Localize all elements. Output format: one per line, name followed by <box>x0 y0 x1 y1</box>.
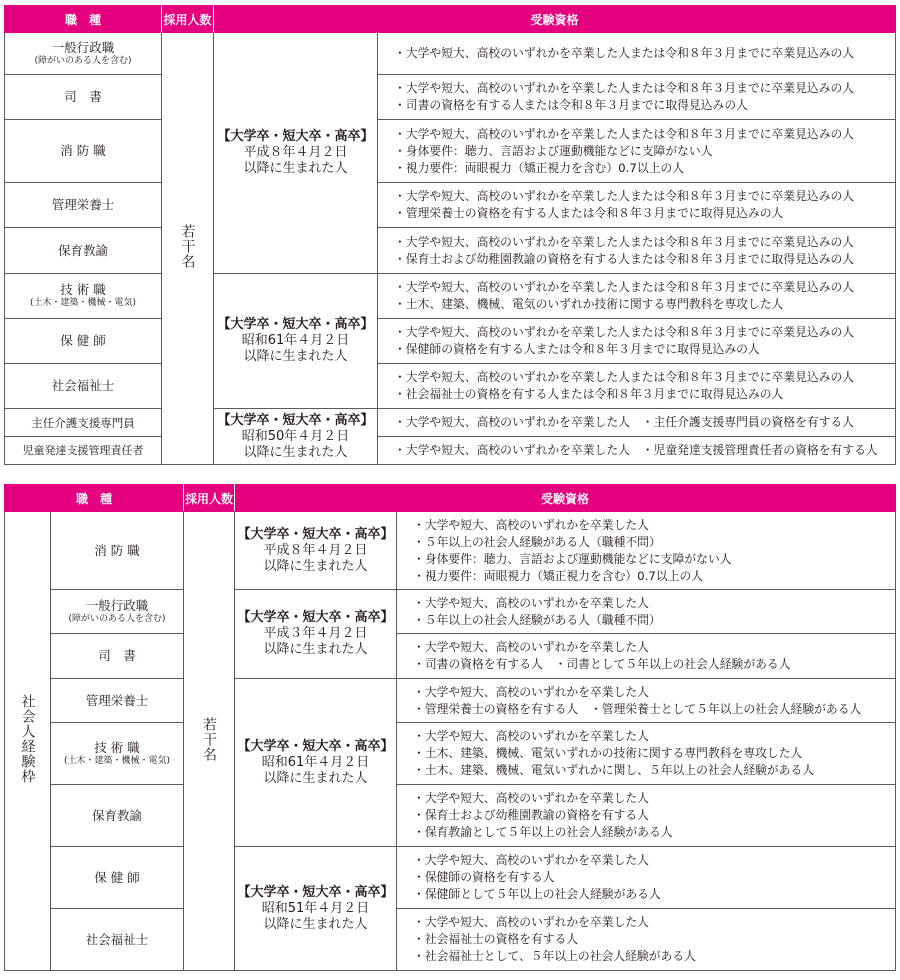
qualification-line: ・司書の資格を有する人または令和８年３月までに取得見込みの人 <box>394 98 748 112</box>
table-row <box>5 228 896 274</box>
table-experienced-recruitment <box>4 484 896 971</box>
header-count: 採用人数 <box>162 6 214 33</box>
job-name: 保 健 師 <box>94 869 140 885</box>
qualification-line: ・大学や短大、高校のいずれかを卒業した人 <box>413 729 649 743</box>
category-cell <box>5 512 51 971</box>
job-cell <box>51 723 184 785</box>
job-name: 一般行政職 <box>85 597 149 613</box>
birth-date-suffix: 以降に生まれた人 <box>263 642 368 657</box>
qualification-cell <box>378 437 896 465</box>
job-cell <box>5 409 162 437</box>
age-requirement-cell <box>235 512 397 590</box>
qualification-cell <box>397 512 896 590</box>
job-cell <box>51 785 184 847</box>
qualification-line: ・視力要件：両眼視力（矯正視力を含む）0.7以上の人 <box>394 160 685 175</box>
job-name: 一般行政職 <box>51 39 115 55</box>
table-row <box>5 75 896 120</box>
job-cell <box>5 437 162 465</box>
qualification-line: ・大学や短大、高校のいずれかを卒業した人または令和８年３月までに卒業見込みの人 <box>394 81 855 95</box>
table-row <box>5 319 896 364</box>
qualification-line: ・社会福祉士として、５年以上の社会人経験がある人 <box>413 949 696 963</box>
age-requirement-cell <box>235 590 397 679</box>
job-name: 管理栄養士 <box>85 692 149 708</box>
job-cell <box>51 634 184 679</box>
birth-date: 昭和61年４月２日 <box>241 333 350 348</box>
birth-date-suffix: 以降に生まれた人 <box>243 349 348 364</box>
education-label: 【大学卒・短大卒・高卒】 <box>217 129 374 144</box>
job-name: 保育教諭 <box>57 242 108 258</box>
table-row <box>5 437 896 465</box>
qualification-line: ・大学や短大、高校のいずれかを卒業した人 <box>413 853 649 867</box>
category-label: 社会人経験枠 <box>19 694 36 784</box>
qualification-line: ・管理栄養士の資格を有する人または令和８年３月までに取得見込みの人 <box>394 206 784 220</box>
qualification-line: ・視力要件：両眼視力（矯正視力を含む）0.7以上の人 <box>413 568 704 583</box>
qualification-line: ・大学や短大、高校のいずれかを卒業した人 <box>413 684 649 699</box>
age-requirement-cell <box>235 679 397 847</box>
education-label: 【大学卒・短大卒・高卒】 <box>237 610 394 625</box>
job-cell <box>51 679 184 723</box>
birth-date-suffix: 以降に生まれた人 <box>263 558 368 574</box>
qualification-line: ・土木、建築、機械、電気いずれかに関し、５年以上の社会人経験がある人 <box>413 763 815 777</box>
job-subtitle: (土木・建築・機械・電気) <box>63 755 171 766</box>
header-job: 職 種 <box>5 6 162 33</box>
qualification-line: ・５年以上の社会人経験がある人（職種不問） <box>413 534 661 549</box>
table-row <box>5 120 896 183</box>
table-row <box>5 409 896 437</box>
qualification-line: ・大学や短大、高校のいずれかを卒業した人または令和８年３月までに卒業見込みの人 <box>394 370 855 384</box>
job-cell <box>5 319 162 364</box>
job-name: 社会福祉士 <box>51 378 115 393</box>
qualification-line: ・大学や短大、高校のいずれかを卒業した人 <box>413 595 649 610</box>
job-cell <box>5 364 162 409</box>
qualification-line: ・大学や短大、高校のいずれかを卒業した人または令和８年３月までに卒業見込みの人 <box>394 280 855 294</box>
job-cell <box>5 228 162 274</box>
job-cell <box>5 183 162 228</box>
hiring-count: 若干名 <box>179 224 196 269</box>
table-row <box>5 723 896 785</box>
qualification-cell <box>397 785 896 847</box>
qualification-cell <box>397 634 896 679</box>
header-qualification: 受験資格 <box>235 485 896 512</box>
birth-date: 昭和51年４月２日 <box>261 900 370 916</box>
qualification-line: ・大学や短大、高校のいずれかを卒業した人 ・主任介護支援専門員の資格を有する人 <box>394 415 855 429</box>
qualification-line: ・保育士および幼稚園教諭の資格を有する人または令和８年３月までに取得見込みの人 <box>394 251 855 266</box>
qualification-line: ・保健師の資格を有する人または令和８年３月までに取得見込みの人 <box>394 342 760 356</box>
job-subtitle: (障がいのある人を含む) <box>34 55 132 66</box>
education-label: 【大学卒・短大卒・高卒】 <box>237 738 394 754</box>
qualification-cell <box>378 409 896 437</box>
table-general-recruitment <box>4 5 896 465</box>
header-qualification: 受験資格 <box>214 6 896 33</box>
education-label: 【大学卒・短大卒・高卒】 <box>217 412 374 428</box>
birth-date: 昭和61年４月２日 <box>261 754 370 770</box>
table-row <box>5 364 896 409</box>
qualification-line: ・大学や短大、高校のいずれかを卒業した人 <box>413 640 649 654</box>
qualification-line: ・５年以上の社会人経験がある人（職種不問） <box>413 612 661 627</box>
job-name: 技 術 職 <box>60 282 106 297</box>
qualification-line: ・社会福祉士の資格を有する人または令和８年３月までに取得見込みの人 <box>394 387 784 401</box>
qualification-cell <box>378 183 896 228</box>
education-label: 【大学卒・短大卒・高卒】 <box>237 884 394 900</box>
qualification-cell <box>378 319 896 364</box>
qualification-cell <box>397 679 896 723</box>
qualification-line: ・身体要件：聴力、言語および運動機能などに支障がない人 <box>394 143 713 158</box>
table-row <box>5 274 896 319</box>
age-requirement-cell <box>214 274 378 409</box>
job-name: 社会福祉士 <box>85 931 149 947</box>
table-row <box>5 590 896 634</box>
job-cell <box>5 33 162 75</box>
age-requirement-cell <box>235 847 397 971</box>
qualification-line: ・身体要件：聴力、言語および運動機能などに支障がない人 <box>413 551 732 566</box>
age-requirement-cell <box>214 33 378 274</box>
birth-date: 平成３年４月２日 <box>263 626 368 641</box>
table-row <box>5 183 896 228</box>
header-job: 職 種 <box>5 485 184 512</box>
qualification-line: ・大学や短大、高校のいずれかを卒業した人または令和８年３月までに卒業見込みの人 <box>394 325 855 339</box>
qualification-line: ・保育士および幼稚園教諭の資格を有する人 <box>413 808 649 822</box>
qualification-cell <box>378 274 896 319</box>
birth-date: 平成８年４月２日 <box>263 542 368 558</box>
hiring-count-cell <box>162 33 214 465</box>
qualification-line: ・大学や短大、高校のいずれかを卒業した人または令和８年３月までに卒業見込みの人 <box>394 234 855 249</box>
qualification-cell <box>378 75 896 120</box>
qualification-cell <box>397 847 896 909</box>
qualification-line: ・大学や短大、高校のいずれかを卒業した人 <box>413 915 649 929</box>
table-row <box>5 634 896 679</box>
birth-date: 平成８年４月２日 <box>243 145 348 160</box>
education-label: 【大学卒・短大卒・高卒】 <box>237 526 394 542</box>
job-cell <box>51 590 184 634</box>
job-subtitle: (障がいのある人を含む) <box>68 613 166 624</box>
job-cell <box>5 120 162 183</box>
qualification-line: ・大学や短大、高校のいずれかを卒業した人 <box>413 791 649 805</box>
job-cell <box>51 847 184 909</box>
qualification-line: ・保健師として５年以上の社会人経験がある人 <box>413 887 661 901</box>
header-row <box>5 485 896 512</box>
birth-date-suffix: 以降に生まれた人 <box>243 444 348 460</box>
hiring-count-cell <box>184 512 235 971</box>
hiring-count: 若干名 <box>201 716 218 762</box>
table-row <box>5 679 896 723</box>
job-name: 保 健 師 <box>60 333 106 348</box>
job-name: 保育教諭 <box>92 807 143 823</box>
qualification-line: ・保健師の資格を有する人 <box>413 870 555 884</box>
birth-date-suffix: 以降に生まれた人 <box>263 916 368 932</box>
job-name: 技 術 職 <box>94 739 140 755</box>
job-cell <box>51 512 184 590</box>
birth-date-suffix: 以降に生まれた人 <box>243 161 348 176</box>
qualification-cell <box>397 723 896 785</box>
qualification-cell <box>397 590 896 634</box>
qualification-line: ・社会福祉士の資格を有する人 <box>413 932 579 946</box>
job-name: 司 書 <box>98 648 136 663</box>
qualification-line: ・大学や短大、高校のいずれかを卒業した人 <box>413 517 649 532</box>
qualification-cell <box>378 364 896 409</box>
header-row <box>5 6 896 33</box>
qualification-line: ・大学や短大、高校のいずれかを卒業した人 ・児童発達支援管理責任者の資格を有する人 <box>394 443 878 457</box>
job-cell <box>5 75 162 120</box>
qualification-line: ・大学や短大、高校のいずれかを卒業した人または令和８年３月までに卒業見込みの人 <box>394 126 855 141</box>
job-name: 司 書 <box>64 89 102 104</box>
qualification-line: ・管理栄養士の資格を有する人 ・管理栄養士として５年以上の社会人経験がある人 <box>413 701 862 716</box>
table-row <box>5 785 896 847</box>
qualification-cell <box>378 120 896 183</box>
age-requirement-cell <box>214 409 378 465</box>
table-row <box>5 847 896 909</box>
job-cell <box>51 909 184 971</box>
job-cell <box>5 274 162 319</box>
qualification-line: ・土木、建築、機械、電気いずれかの技術に関する専門教科を専攻した人 <box>413 746 803 760</box>
qualification-cell <box>397 909 896 971</box>
qualification-line: ・大学や短大、高校のいずれかを卒業した人または令和８年３月までに卒業見込みの人 <box>394 46 855 60</box>
qualification-line: ・司書の資格を有する人 ・司書として５年以上の社会人経験がある人 <box>413 657 791 671</box>
table-row <box>5 909 896 971</box>
birth-date: 昭和50年４月２日 <box>241 428 350 444</box>
job-name: 主任介護支援専門員 <box>31 415 135 430</box>
table-row <box>5 33 896 75</box>
qualification-cell <box>378 33 896 75</box>
job-subtitle: (土木・建築・機械・電気) <box>29 298 137 308</box>
qualification-line: ・大学や短大、高校のいずれかを卒業した人または令和８年３月までに卒業見込みの人 <box>394 189 855 203</box>
qualification-line: ・保育教諭として５年以上の社会人経験がある人 <box>413 825 673 839</box>
job-name: 消 防 職 <box>60 143 106 158</box>
qualification-cell <box>378 228 896 274</box>
education-label: 【大学卒・短大卒・高卒】 <box>217 317 374 332</box>
header-count: 採用人数 <box>184 485 235 512</box>
birth-date-suffix: 以降に生まれた人 <box>263 770 368 786</box>
qualification-line: ・土木、建築、機械、電気のいずれか技術に関する専門教科を専攻した人 <box>394 297 784 311</box>
job-name: 児童発達支援管理責任者 <box>22 443 144 457</box>
table-row <box>5 512 896 590</box>
job-name: 管理栄養士 <box>51 197 115 212</box>
job-name: 消 防 職 <box>94 542 140 558</box>
